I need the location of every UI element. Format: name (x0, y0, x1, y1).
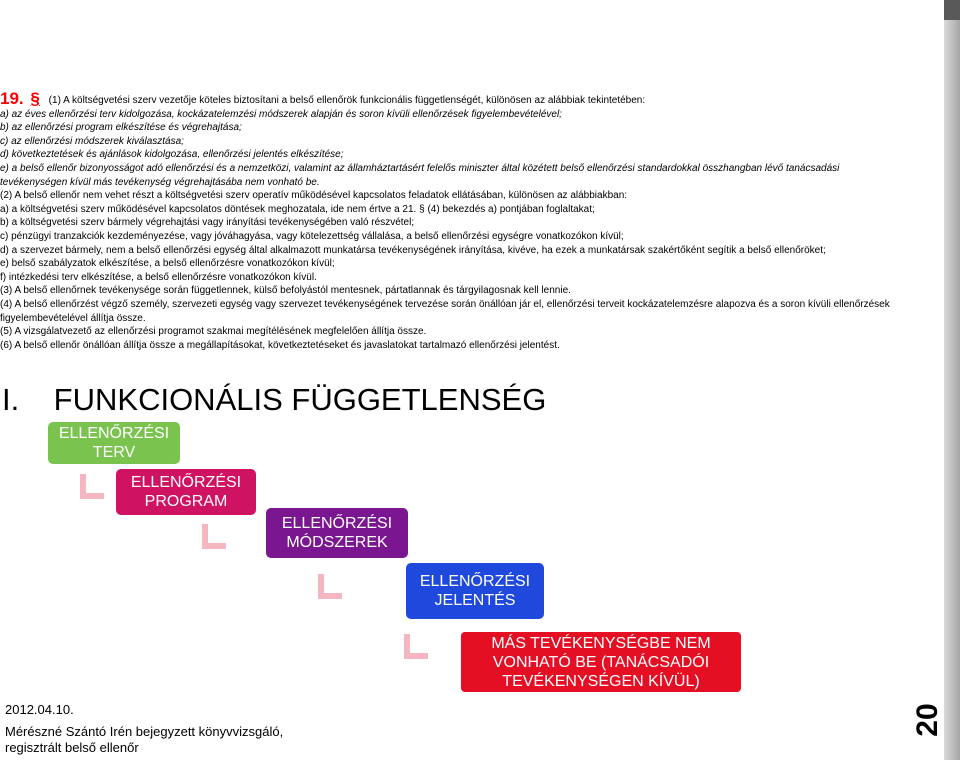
step-box-plan (48, 422, 180, 464)
step-label: MÓDSZEREK (286, 534, 388, 551)
step-label: MÁS TEVÉKENYSÉGBE NEM (491, 634, 711, 652)
bent-arrow-icon (318, 572, 344, 600)
bent-arrow-icon (80, 472, 106, 500)
step-label: TEVÉKENYSÉGEN KÍVÜL) (502, 672, 700, 690)
footer-author (5, 724, 325, 756)
step-box-program (116, 469, 256, 515)
paragraph-head (0, 89, 892, 108)
footer-author-line: regisztrált belső ellenőr (5, 740, 139, 755)
section-heading: I. FUNKCIONÁLIS FÜGGETLENSÉG (2, 382, 547, 417)
law-line: (2) A belső ellenőr nem vehet részt a költségvetési szerv operatív működésével kapcsolatos feladatok ellátásában, különösen az alábbiakban: (0, 190, 628, 202)
law-line: (6) A belső ellenőr önállóan állítja össze a megállapításokat, következtetéseket és javaslatokat tartalmazó ellenőrzési jelentést. (0, 339, 560, 351)
page-number: 20 (911, 703, 944, 737)
step-label: ELLENŐRZÉSI (281, 515, 393, 532)
law-line: d) következtetések és ajánlások kidolgozása, ellenőrzési jelentés elkészítése; (0, 149, 344, 161)
section-sign: § (30, 89, 40, 108)
law-line: (5) A vizsgálatvezető az ellenőrzési programot szakmai megítélésének megfelelően állítja össze. (0, 326, 427, 338)
step-box-other-activity (461, 632, 741, 692)
law-line: a) az éves ellenőrzési terv kidolgozása, kockázatelemzési módszerek alapján és soron kívüli ellenőrzések figyelembevételével; (0, 108, 562, 120)
footer-author-line: Mérészné Szántó Irén bejegyzett könyvvizsgáló, (5, 724, 284, 739)
law-line: e) belső szabályzatok elkészítése, a belső ellenőrzésre vonatkozókon kívül; (0, 258, 335, 270)
step-label: JELENTÉS (434, 592, 516, 609)
law-line: f) intézkedési terv elkészítése, a belső ellenőrzésre vonatkozókon kívül. (0, 271, 317, 283)
step-label: PROGRAM (144, 493, 228, 510)
step-box-report (406, 563, 544, 619)
law-line: (4) A belső ellenőrzést végző személy, szervezeti egység vagy szervezet tevékenységének tervezése során önállóan jár el, ellenőrzési terveit kockázatelemzésre alapozva és a soron kívüli ellenőrzések figyelembevételével állítja össze. (0, 298, 890, 324)
bent-arrow-icon (404, 632, 430, 660)
law-line: b) az ellenőrzési program elkészítése és végrehajtása; (0, 122, 242, 134)
right-edge-bar (944, 0, 960, 760)
law-line: b) a költségvetési szerv bármely végrehajtási vagy irányítási tevékenységében való részvétel; (0, 217, 415, 229)
step-label: TERV (92, 444, 136, 461)
step-label: VONHATÓ BE (TANÁCSADÓI (492, 653, 710, 671)
law-line: e) a belső ellenőr bizonyosságot adó ellenőrzési és a nemzetközi, valamint az államháztartásért felelős miniszter által közétett belső ellenőrzési standardokkal összhangban lévő tanácsadási tevékenységen kívül más tevékenység végrehajtásába nem vonható be. (0, 162, 840, 188)
law-line: d) a szervezet bármely, nem a belső ellenőrzési egység által alkalmazott munkatársa tevékenységének irányítása, kivéve, ha ezek a munkatársak szakértőként segítik a belső ellenőröket; (0, 244, 826, 256)
step-label: ELLENŐRZÉSI (419, 573, 531, 590)
law-text (0, 89, 892, 352)
step-label: ELLENŐRZÉSI (130, 474, 242, 491)
law-line: c) pénzügyi tranzakciók kezdeményezése, vagy jóváhagyása, vagy kötelezettség vállalása, a belső ellenőrzési egységre vonatkozókon kívül; (0, 230, 624, 242)
step-label: ELLENŐRZÉSI (58, 425, 170, 442)
law-line: (1) A költségvetési szerv vezetője köteles biztosítani a belső ellenőrök funkcionális függetlenségét, különösen az alábbiak tekintetében: (48, 95, 646, 106)
footer-date: 2012.04.10. (5, 702, 74, 717)
right-edge-bar-top (944, 0, 960, 20)
step-box-methods (266, 508, 408, 558)
law-line: a) a költségvetési szerv működésével kapcsolatos döntések meghozatala, ide nem értve a 21. § (4) bekezdés a) pontjában foglaltakat; (0, 203, 595, 215)
law-line: (3) A belső ellenőrnek tevékenysége során függetlennek, külső befolyástól mentesnek, pártatlannak és tárgyilagosnak kell lennie. (0, 285, 571, 297)
bent-arrow-icon (202, 522, 228, 550)
paragraph-number: 19. (0, 89, 24, 108)
law-line: c) az ellenőrzési módszerek kiválasztása; (0, 135, 184, 147)
